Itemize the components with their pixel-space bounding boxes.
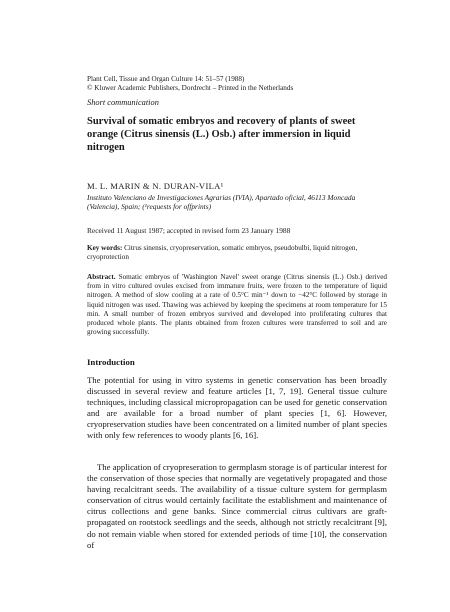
intro-paragraph-1: The potential for using in vitro systems in genetic conservation has been broadly discussed in several review and feature articles [1, 7, 19]. General tissue culture techniques, including classical micropropagation can be used for genetic conservation and are available for a broad number of plant species [1, 6]. However, cryopreservation studies have been concentrated on a limited number of plant species with only few references to woody plants [6, 16].: [87, 375, 387, 441]
keywords-text: Citrus sinensis, cryopreservation, somatic embryos, pseudobulbi, liquid nitrogen, cryoprotection: [87, 244, 358, 261]
section-heading-introduction: Introduction: [87, 357, 135, 367]
journal-citation: Plant Cell, Tissue and Organ Culture 14: 51–57 (1988): [87, 75, 245, 83]
publisher-line: © Kluwer Academic Publishers, Dordrecht – Printed in the Netherlands: [87, 83, 294, 92]
intro-paragraph-2: The application of cryopreseration to germplasm storage is of particular interest for the conservation of those species that normally are vegetatively propagated and those having recalcitrant seeds. The availability of a tissue culture system for germplasm conservation of citrus would certainly facilitate the establishment and maintenance of citrus collections and gene banks. Since commercial citrus cultivars are graft-propagated on rootstock seedlings and the seeds, although not strictly recalcitrant [9], do not remain viable when stored for extended periods of time [10], the conservation of: [87, 462, 387, 550]
abstract: [87, 273, 387, 337]
keywords: [87, 244, 387, 262]
keywords-label: Key words:: [87, 244, 123, 252]
received-dates: Received 11 August 1987; accepted in revised form 23 January 1988: [87, 226, 291, 235]
journal-header: [87, 75, 293, 92]
affiliation: Instituto Valenciano de Investigaciones Agrarias (IVIA), Apartado oficial, 46113 Moncada (Valencia), Spain; (¹requests for offprints): [87, 193, 356, 212]
article-title: Survival of somatic embryos and recovery of plants of sweet orange (Citrus sinensis (L.) Osb.) after immersion in liquid nitrogen: [87, 116, 356, 153]
authors: M. L. MARIN & N. DURAN-VILA¹: [87, 181, 224, 191]
abstract-label: Abstract.: [87, 273, 116, 281]
section-type: Short communication: [87, 98, 159, 107]
abstract-text: Somatic embryos of 'Washington Navel' sweet orange (Citrus sinensis (L.) Osb.) derived from in vitro cultured ovules excised from immature fruits, were frozen to the temperature of liquid nitrogen. A method of slow cooling at a rate of 0.5°C min⁻¹ down to −42°C followed by storage in liquid nitrogen was used. Thawing was achieved by keeping the specimens at room temperature for 15 min. A small number of frozen embryos survived and developed into proliferating cultures that produced whole plants. The plants obtained from frozen cultures were transferred to soil and are growing successfully.: [87, 273, 388, 337]
